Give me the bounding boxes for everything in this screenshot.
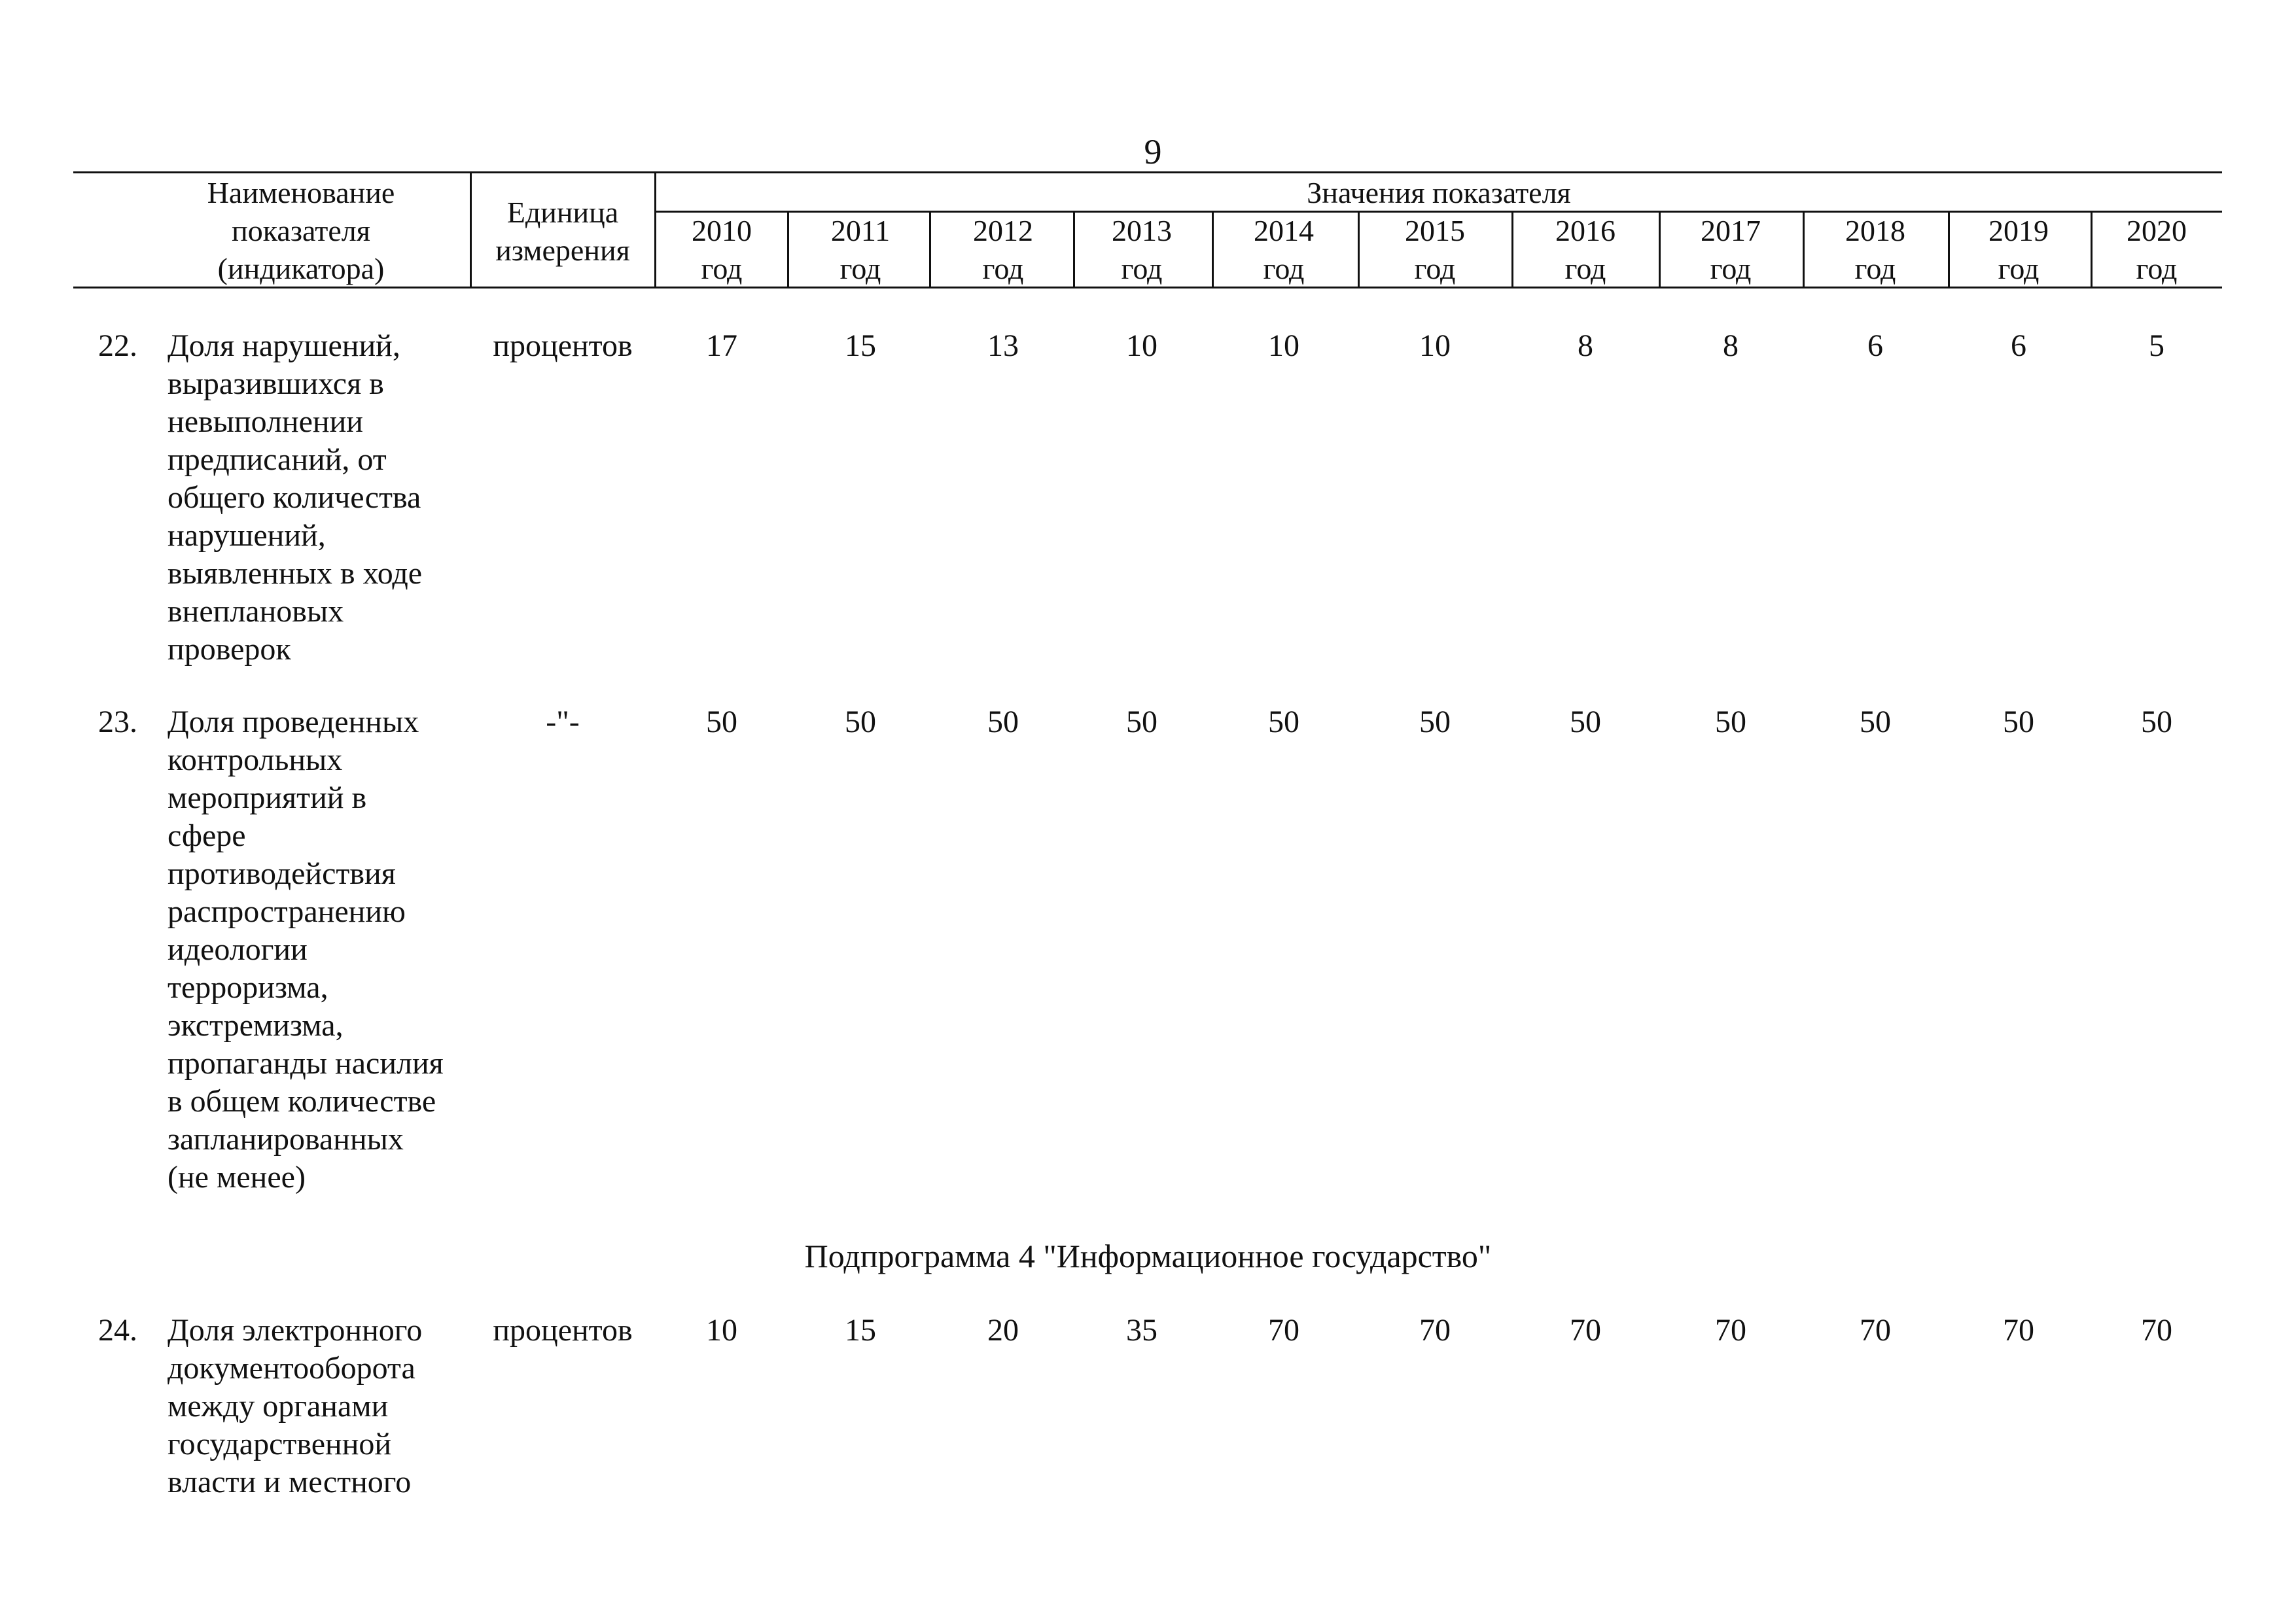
year-header-year: 2020 [2127, 214, 2187, 247]
row-23-name-line: терроризма, [168, 970, 328, 1005]
row-23-unit: -"- [546, 705, 580, 739]
header-top-rule [73, 171, 2222, 173]
year-header-word: год [839, 252, 881, 285]
row-22-value-2011: 15 [845, 328, 876, 363]
year-col-divider [1948, 211, 1950, 287]
year-header-2015 [1369, 212, 1500, 288]
header-name-line: (индикатора) [217, 252, 385, 285]
row-22-value-2010: 17 [706, 328, 737, 363]
year-header-year: 2019 [1988, 214, 2049, 247]
row-23-name-line: сфере [168, 818, 246, 853]
year-header-word: год [1263, 252, 1305, 285]
year-header-year: 2015 [1405, 214, 1465, 247]
year-header-2017 [1665, 212, 1796, 288]
row-22-value-2013: 10 [1126, 328, 1157, 363]
year-header-word: год [1998, 252, 2040, 285]
row-24-value-2017: 70 [1715, 1313, 1746, 1348]
row-22-name-line: нарушений, [168, 518, 326, 553]
row-22-value-2014: 10 [1268, 328, 1299, 363]
year-header-year: 2018 [1845, 214, 1905, 247]
row-24-name-line: Доля электронного [168, 1313, 423, 1348]
year-header-2016 [1520, 212, 1651, 288]
year-header-word: год [1854, 252, 1896, 285]
year-header-word: год [1414, 252, 1456, 285]
row-23-name-line: идеологии [168, 932, 308, 967]
row-24-value-2011: 15 [845, 1313, 876, 1348]
year-header-2019 [1953, 212, 2084, 288]
row-22-value-2016: 8 [1578, 328, 1593, 363]
header-unit-line: измерения [495, 234, 630, 267]
year-header-word: год [982, 252, 1024, 285]
row-23-value-2012: 50 [987, 705, 1019, 739]
row-22-value-2020: 5 [2149, 328, 2164, 363]
row-22-value-2012: 13 [987, 328, 1019, 363]
year-header-2020 [2091, 212, 2222, 288]
year-col-divider [1511, 211, 1513, 287]
year-header-year: 2010 [692, 214, 752, 247]
row-23-name-line: в общем количестве [168, 1084, 436, 1119]
row-23-name-line: (не менее) [168, 1160, 306, 1195]
row-23-value-2014: 50 [1268, 705, 1299, 739]
year-header-2011 [795, 212, 926, 288]
row-23-value-2011: 50 [845, 705, 876, 739]
year-header-2014 [1218, 212, 1349, 288]
row-22-name-line: общего количества [168, 480, 421, 515]
col-divider-name-unit [470, 171, 472, 287]
row-23-name [168, 703, 482, 1196]
row-23-name-line: запланированных [168, 1122, 404, 1157]
row-24-value-2013: 35 [1126, 1313, 1157, 1348]
page-number: 9 [1144, 132, 1162, 171]
row-23-name-line: экстремизма, [168, 1008, 344, 1043]
year-col-divider [1073, 211, 1075, 287]
row-24-value-2014: 70 [1268, 1313, 1299, 1348]
row-22-unit: процентов [493, 328, 633, 363]
row-22-name-line: выразившихся в [168, 366, 384, 401]
year-header-2018 [1810, 212, 1941, 288]
year-col-divider [929, 211, 931, 287]
row-22-name-line: проверок [168, 632, 291, 667]
row-24-unit: процентов [493, 1313, 633, 1348]
year-header-word: год [1564, 252, 1606, 285]
year-header-year: 2017 [1701, 214, 1761, 247]
row-24-value-2012: 20 [987, 1313, 1019, 1348]
row-22-name-line: Доля нарушений, [168, 328, 400, 363]
row-23-name-line: распространению [168, 894, 406, 929]
row-23-value-2019: 50 [2003, 705, 2034, 739]
row-22-name-line: предписаний, от [168, 442, 387, 477]
header-name-cell [164, 174, 438, 288]
row-22-name-line: внеплановых [168, 594, 344, 629]
year-header-year: 2014 [1254, 214, 1314, 247]
year-header-word: год [2136, 252, 2178, 285]
row-22-value-2015: 10 [1419, 328, 1451, 363]
year-header-2013 [1076, 212, 1207, 288]
year-col-divider [787, 211, 789, 287]
year-col-divider [1659, 211, 1661, 287]
row-22-name [168, 327, 482, 669]
row-22-value-2018: 6 [1867, 328, 1883, 363]
row-24-name-line: государственной [168, 1427, 392, 1461]
row-23-number: 23. [98, 705, 137, 739]
year-col-divider [1803, 211, 1805, 287]
row-24-value-2010: 10 [706, 1313, 737, 1348]
year-header-year: 2016 [1555, 214, 1616, 247]
row-24-number: 24. [98, 1313, 137, 1348]
year-header-year: 2013 [1112, 214, 1172, 247]
row-22-name-line: выявленных в ходе [168, 556, 423, 591]
row-24-name [168, 1312, 482, 1501]
year-col-divider [1358, 211, 1360, 287]
row-23-value-2017: 50 [1715, 705, 1746, 739]
row-24-name-line: документооборота [168, 1351, 415, 1386]
year-header-year: 2012 [973, 214, 1033, 247]
row-23-name-line: противодействия [168, 856, 396, 891]
row-24-value-2020: 70 [2141, 1313, 2172, 1348]
year-col-divider [1212, 211, 1214, 287]
row-22-value-2019: 6 [2011, 328, 2026, 363]
header-name-line: Наименование [207, 176, 395, 209]
year-header-2010 [656, 212, 787, 288]
row-24-name-line: между органами [168, 1389, 389, 1423]
row-23-name-line: пропаганды насилия [168, 1046, 444, 1081]
row-24-value-2018: 70 [1860, 1313, 1891, 1348]
header-unit-cell [472, 194, 653, 270]
year-header-word: год [701, 252, 743, 285]
row-23-name-line: мероприятий в [168, 780, 367, 815]
row-24-name-line: власти и местного [168, 1465, 412, 1499]
row-23-value-2010: 50 [706, 705, 737, 739]
row-23-value-2015: 50 [1419, 705, 1451, 739]
row-22-number: 22. [98, 328, 137, 363]
row-24-value-2016: 70 [1570, 1313, 1601, 1348]
row-23-value-2018: 50 [1860, 705, 1891, 739]
row-23-value-2020: 50 [2141, 705, 2172, 739]
row-22-value-2017: 8 [1723, 328, 1739, 363]
year-header-word: год [1121, 252, 1163, 285]
header-values-title: Значения показателя [1307, 176, 1571, 209]
row-23-value-2013: 50 [1126, 705, 1157, 739]
row-23-name-line: контрольных [168, 742, 343, 777]
header-unit-line: Единица [506, 196, 619, 229]
year-header-2012 [938, 212, 1069, 288]
row-23-value-2016: 50 [1570, 705, 1601, 739]
row-23-name-line: Доля проведенных [168, 705, 419, 739]
subprogram-title: Подпрограмма 4 "Информационное государство" [804, 1238, 1492, 1274]
year-header-word: год [1710, 252, 1752, 285]
year-header-year: 2011 [830, 214, 891, 247]
header-name-line: показателя [232, 214, 370, 247]
row-24-value-2019: 70 [2003, 1313, 2034, 1348]
row-24-value-2015: 70 [1419, 1313, 1451, 1348]
row-22-name-line: невыполнении [168, 404, 363, 439]
